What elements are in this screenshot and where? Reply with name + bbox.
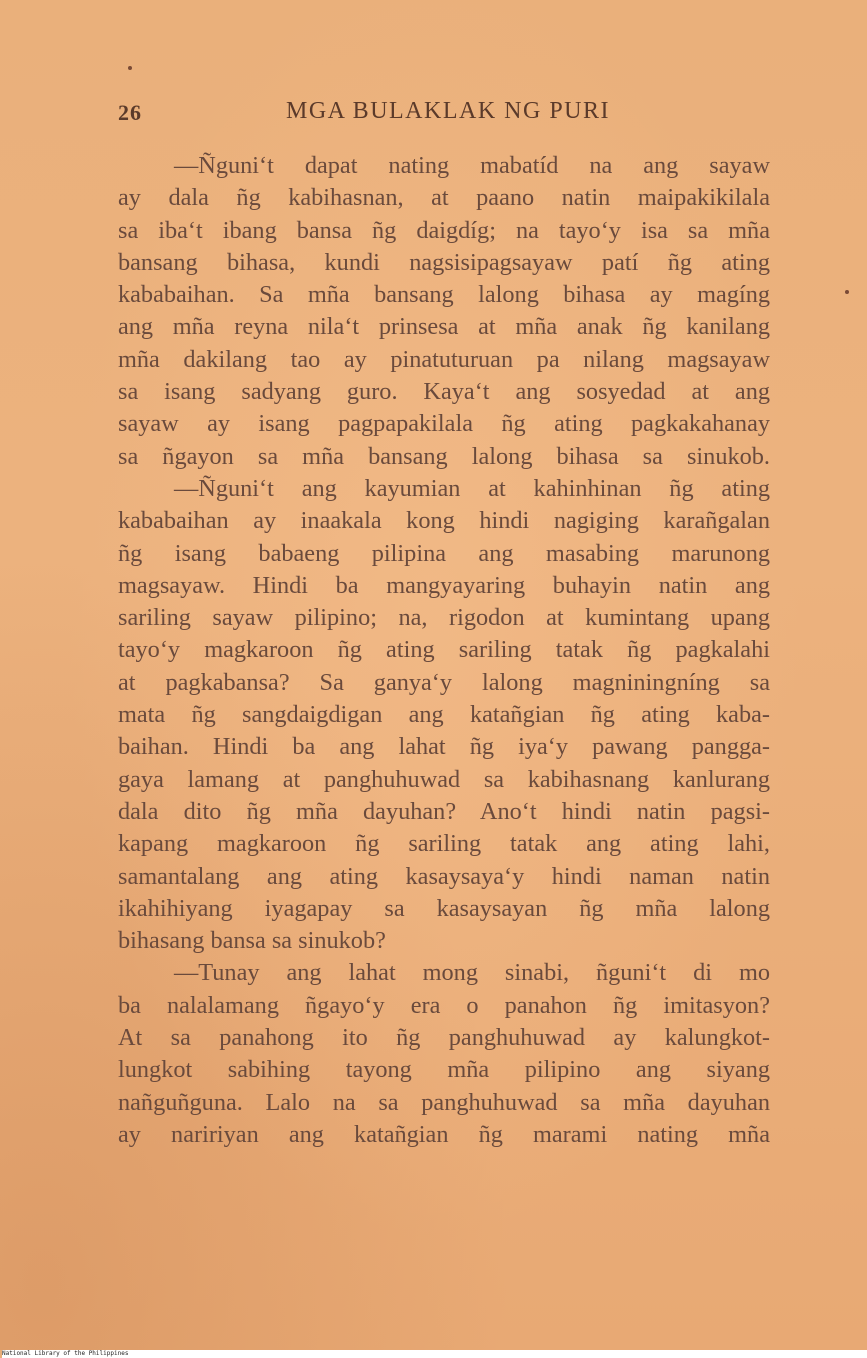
text-line: sariling sayaw pilipino; na, rigodon at kumintang upang	[118, 604, 770, 632]
text-line: mata ñg sangdaigdigan ang katañgian ñg ating kaba-	[118, 701, 770, 729]
library-credit: National Library of the Philippines	[2, 1350, 867, 1358]
text-line: magsayaw. Hindi ba mangyayaring buhayin natin ang	[118, 571, 770, 599]
text-line: at pagkabansa? Sa ganya‘y lalong magniningníng sa	[118, 668, 770, 696]
text-line: sa ñgayon sa mña bansang lalong bihasa sa sinukob.	[118, 442, 770, 470]
text-line: nañguñguna. Lalo na sa panghuhuwad sa mña dayuhan	[118, 1088, 770, 1116]
text-line: —Ñguni‘t ang kayumian at kahinhinan ñg ating	[174, 474, 770, 502]
text-line: mña dakilang tao ay pinatuturuan pa nilang magsayaw	[118, 345, 770, 373]
ink-speck	[128, 66, 132, 70]
text-line: —Tunay ang lahat mong sinabi, ñguni‘t di mo	[174, 959, 770, 987]
text-line: ikahihiyang iyagapay sa kasaysayan ñg mña lalong	[118, 894, 770, 922]
text-line: sa isang sadyang guro. Kaya‘t ang sosyedad at ang	[118, 378, 770, 406]
text-line: lungkot sabihing tayong mña pilipino ang siyang	[118, 1056, 770, 1084]
ink-speck	[845, 290, 849, 294]
text-line: dala dito ñg mña dayuhan? Ano‘t hindi natin pagsi-	[118, 797, 770, 825]
running-title: MGA BULAKLAK NG PURI	[286, 98, 611, 124]
text-line: bihasang bansa sa sinukob?	[118, 927, 386, 955]
text-line: gaya lamang at panghuhuwad sa kabihasnang kanlurang	[118, 765, 770, 793]
text-line: baihan. Hindi ba ang lahat ñg iya‘y pawang pangga-	[118, 733, 770, 761]
text-line: At sa panahong ito ñg panghuhuwad ay kalungkot-	[118, 1024, 770, 1052]
text-line: bansang bihasa, kundi nagsisipagsayaw patí ñg ating	[118, 248, 770, 276]
text-line: ay naririyan ang katañgian ñg marami nating mña	[118, 1120, 770, 1148]
text-line: samantalang ang ating kasaysaya‘y hindi naman natin	[118, 862, 770, 890]
text-line: ba nalalamang ñgayo‘y era o panahon ñg imitasyon?	[118, 991, 770, 1019]
page-header	[118, 96, 768, 132]
text-line: —Ñguni‘t dapat nating mabatíd na ang sayaw	[174, 152, 770, 179]
text-line: ang mña reyna nila‘t prinsesa at mña anak ñg kanilang	[118, 313, 770, 341]
text-line: tayo‘y magkaroon ñg ating sariling tatak ñg pagkalahi	[118, 636, 770, 664]
text-line: sa iba‘t ibang bansa ñg daigdíg; na tayo‘y isa sa mña	[118, 216, 770, 244]
text-line: kababaihan. Sa mña bansang lalong bihasa ay magíng	[118, 281, 770, 309]
text-line: ay dala ñg kabihasnan, at paano natin maipakikilala	[118, 184, 770, 212]
text-line: ñg isang babaeng pilipina ang masabing marunong	[118, 539, 770, 567]
text-line: sayaw ay isang pagpapakilala ñg ating pagkakahanay	[118, 410, 770, 438]
page-number: 26	[118, 100, 142, 125]
text-line: kapang magkaroon ñg sariling tatak ang ating lahi,	[118, 830, 770, 858]
text-line: kababaihan ay inaakala kong hindi nagiging karañgalan	[118, 507, 770, 535]
body-text	[118, 150, 770, 1151]
